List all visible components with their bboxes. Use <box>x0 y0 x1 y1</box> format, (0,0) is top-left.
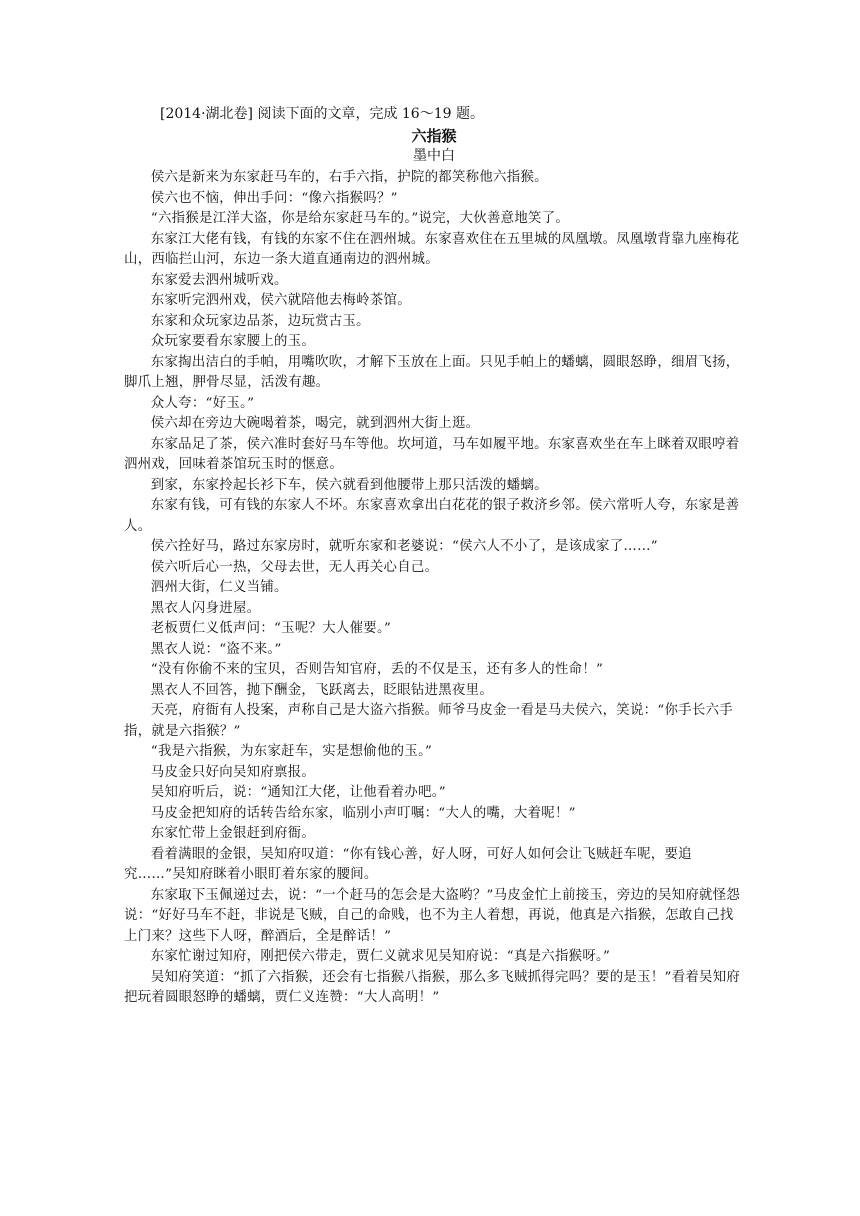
paragraph: “我是六指猴，为东家赶车，实是想偷他的玉。” <box>150 744 433 759</box>
paragraph: 天亮，府衙有人投案，声称自己是大盗六指猴。师爷马皮金一看是马夫侯六，笑说：“你手长六手指，就是六指猴？” <box>124 703 733 739</box>
paragraph: 马皮金把知府的话转告给东家，临别小声叮嘱：“大人的嘴，大着呢！” <box>150 805 576 821</box>
paragraph: 东家爱去泗州城听戏。 <box>150 272 288 288</box>
paragraph: 东家品足了茶，侯六准时套好马车等他。坎坷道，马车如履平地。东家喜欢坐在车上眯着双眼哼着泗州戏，回味着茶馆玩玉时的惬意。 <box>124 436 740 472</box>
paragraph: 东家忙带上金银赶到府衙。 <box>150 826 316 841</box>
document-page <box>124 104 744 1009</box>
paragraph: “六指猴是江洋大盗，你是给东家赶马车的。”说完，大伙善意地笑了。 <box>150 211 570 226</box>
paragraph: 东家有钱，可有钱的东家人不坏。东家喜欢拿出白花花的银子救济乡邻。侯六常听人夸，东家是善人。 <box>124 498 740 534</box>
paragraph: 侯六是新来为东家赶马车的，右手六指，护院的都笑称他六指猴。 <box>150 170 548 185</box>
paragraph: 马皮金只好向吴知府禀报。 <box>150 764 316 780</box>
paragraph: 侯六拴好马，路过东家房时，就听东家和老婆说：“侯六人不小了，是该成家了……” <box>150 539 658 554</box>
paragraph: 黑衣人闪身进屋。 <box>150 600 261 616</box>
paragraph: “没有你偷不来的宝贝，否则告知官府，丢的不仅是玉，还有多人的性命！” <box>150 662 604 677</box>
paragraph: 东家取下玉佩递过去，说：“一个赶马的怎会是大盗哟？”马皮金忙上前接玉，旁边的吴知府就怪怨说：“好好马车不赶，非说是飞贼，自己的命贱，也不为主人着想，再说，他真是六指猴，怎敢自己找上门来？这些下人呀，醉酒后，全是醉话！” <box>124 887 741 944</box>
paragraph: 侯六却在旁边大碗喝着茶，喝完，就到泗州大街上逛。 <box>150 416 480 431</box>
paragraph: 东家掏出洁白的手帕，用嘴吹吹，才解下玉放在上面。只见手帕上的蟠螭，圆眼怒睁，细眉飞扬，脚爪上翘，胛骨尽显，活泼有趣。 <box>124 354 740 390</box>
paragraph: 东家听完泗州戏，侯六就陪他去梅岭茶馆。 <box>150 293 411 308</box>
article-author: 墨中白 <box>413 148 455 164</box>
article-body <box>124 168 744 1009</box>
paragraph: 黑衣人不回答，抛下酬金，飞跃离去，眨眼钻进黑夜里。 <box>150 682 494 698</box>
paragraph: 吴知府笑道：“抓了六指猴，还会有七指猴八指猴，那么多飞贼抓得完吗？要的是玉！”看着吴知府把玩着圆眼怒睁的蟠螭，贾仁义连赞：“大人高明！” <box>124 969 741 1005</box>
paragraph: 众玩家要看东家腰上的玉。 <box>150 334 316 349</box>
paragraph: 众人夸：“好玉。” <box>150 395 255 411</box>
paragraph: 侯六听后心一热，父母去世，无人再关心自己。 <box>150 559 439 575</box>
paragraph: 看着满眼的金银，吴知府叹道：“你有钱心善，好人呀，可好人如何会让飞贼赶车呢，要追究……”吴知府眯着小眼盯着东家的腰间。 <box>124 846 692 882</box>
paragraph: 黑衣人说：“盗不来。” <box>150 641 282 657</box>
paragraph: 老板贾仁义低声问：“玉呢？大人催要。” <box>150 621 392 636</box>
exam-source-line: [2014·湖北卷] 阅读下面的文章，完成 16～19 题。 <box>160 106 484 122</box>
paragraph: 东家忙谢过知府，刚把侯六带走，贾仁义就求见吴知府说：“真是六指猴呀。” <box>150 949 611 964</box>
article-title: 六指猴 <box>411 127 457 145</box>
paragraph: 到家，东家拎起长衫下车，侯六就看到他腰带上那只活泼的蟠螭。 <box>150 477 548 493</box>
paragraph: 东家和众玩家边品茶，边玩赏古玉。 <box>150 313 370 329</box>
paragraph: 吴知府听后，说：“通知江大佬，让他看着办吧。” <box>150 785 446 800</box>
paragraph: 东家江大佬有钱，有钱的东家不住在泗州城。东家喜欢住在五里城的凤凰墩。凤凰墩背靠九座梅花山，西临拦山河，东边一条大道直通南边的泗州城。 <box>124 231 740 267</box>
paragraph: 侯六也不恼，伸出手问：“像六指猴吗？” <box>150 190 398 206</box>
paragraph: 泗州大街，仁义当铺。 <box>150 580 288 595</box>
